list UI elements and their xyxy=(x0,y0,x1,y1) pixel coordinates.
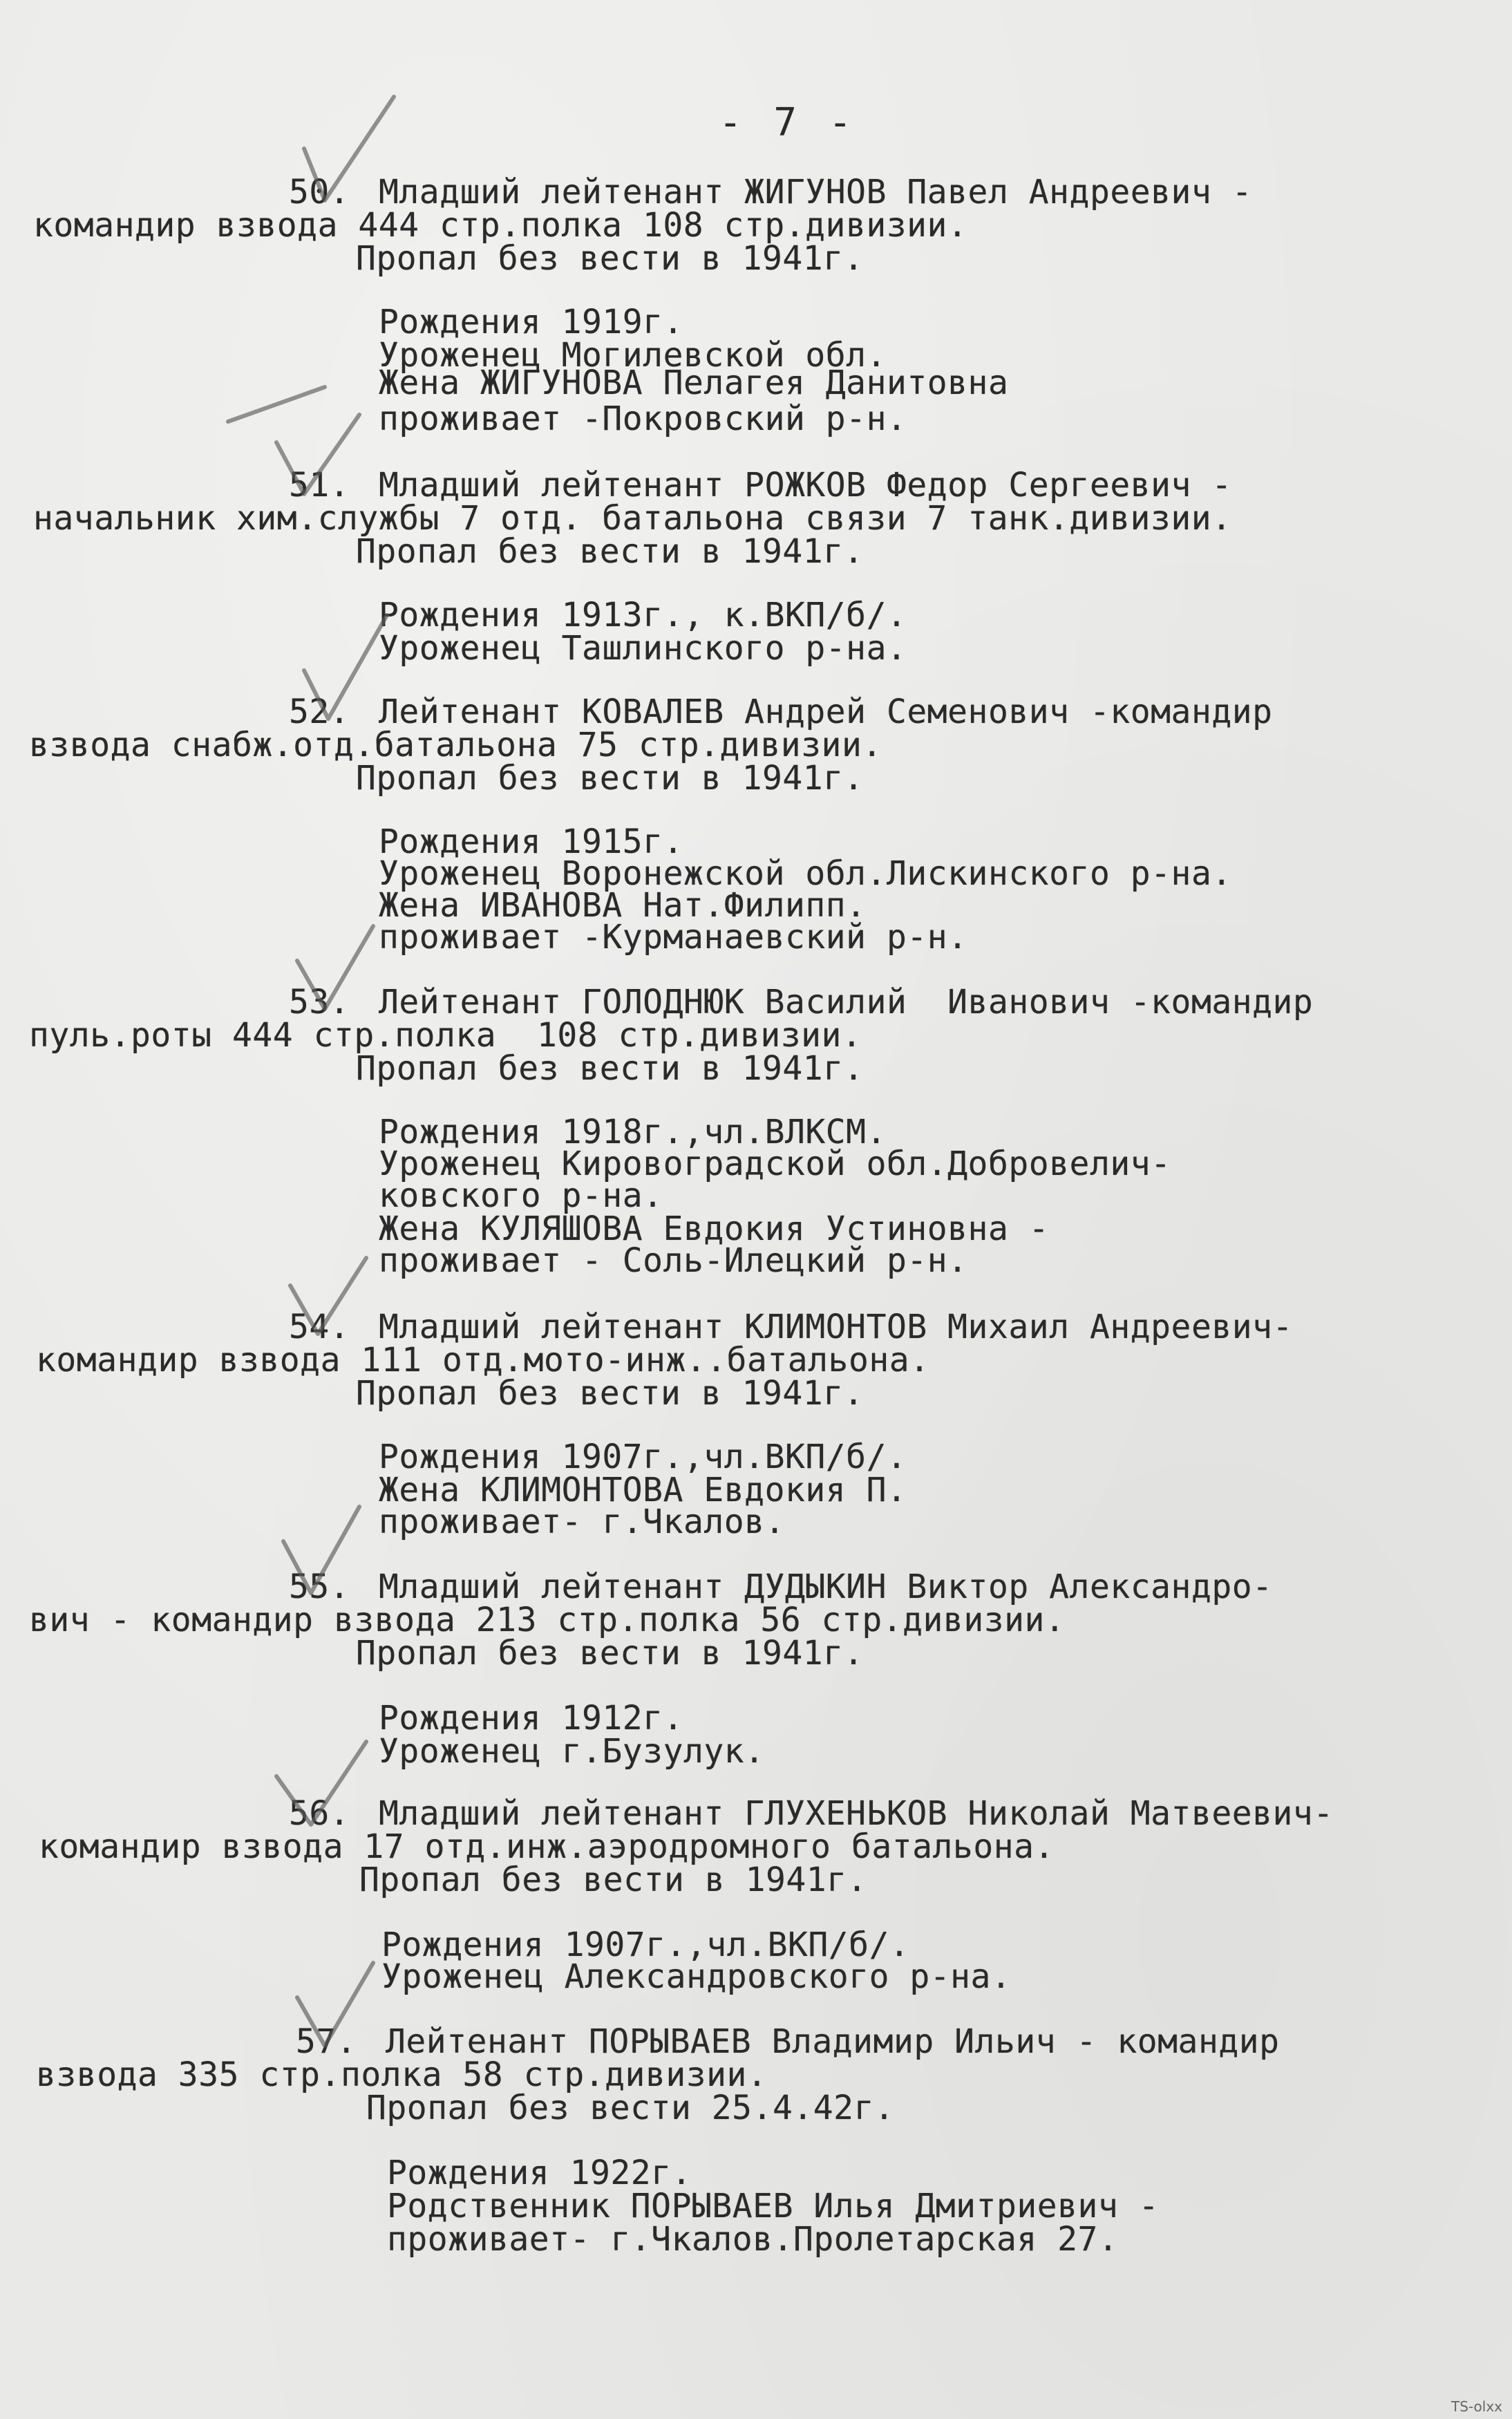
entry-line: проживает- г.Чкалов. xyxy=(379,1503,785,1541)
entry-line: Младший лейтенант ГЛУХЕНЬКОВ Николай Матвеевич- xyxy=(379,1794,1334,1833)
entry-number: 53. xyxy=(289,983,350,1022)
entry-line: Младший лейтенант КЛИМОНТОВ Михаил Андреевич- xyxy=(379,1308,1293,1346)
entry-number: 56. xyxy=(289,1794,350,1833)
entry-line: начальник хим.службы 7 отд. батальона связи 7 танк.дивизии. xyxy=(33,499,1232,538)
entry-number: 50. xyxy=(289,173,350,211)
entry-line: Рождения 1922г. xyxy=(387,2154,692,2192)
entry-line: Рождения 1913г., к.ВКП/б/. xyxy=(379,596,907,634)
entry-line: Рождения 1907г.,чл.ВКП/б/. xyxy=(381,1926,910,1964)
entry-line: Лейтенант КОВАЛЕВ Андрей Семенович -командир xyxy=(379,693,1273,731)
entry-line: Рождения 1907г.,чл.ВКП/б/. xyxy=(379,1438,907,1476)
entry-line: проживает- г.Чкалов.Пролетарская 27. xyxy=(387,2220,1119,2259)
entry-line: командир взвода 444 стр.полка 108 стр.дивизии. xyxy=(33,206,968,245)
entry-line: Младший лейтенант ЖИГУНОВ Павел Андреевич - xyxy=(379,173,1253,211)
entry-line: Уроженец Александровского р-на. xyxy=(381,1957,1012,1996)
entry-line: Пропал без вести в 1941г. xyxy=(356,1049,864,1088)
entry-line: Жена ЖИГУНОВА Пелагея Данитовна xyxy=(379,364,1009,402)
entry-line: Родственник ПОРЫВАЕВ Илья Дмитриевич - xyxy=(387,2187,1160,2225)
entry-line: Пропал без вести в 1941г. xyxy=(356,239,864,278)
entry-line: Пропал без вести 25.4.42г. xyxy=(366,2089,895,2127)
corner-watermark: TS-olxx xyxy=(1451,2398,1502,2415)
entry-line: Рождения 1915г. xyxy=(379,822,683,861)
entry-line: командир взвода 111 отд.мото-инж..батальона. xyxy=(36,1341,930,1380)
entry-line: Пропал без вести в 1941г. xyxy=(356,532,864,571)
entry-line: проживает - Соль-Илецкий р-н. xyxy=(379,1241,968,1280)
entry-line: Лейтенант ПОРЫВАЕВ Владимир Ильич - командир xyxy=(386,2022,1280,2061)
entry-line: взвода 335 стр.полка 58 стр.дивизии. xyxy=(36,2055,768,2094)
entry-line: Пропал без вести в 1941г. xyxy=(356,1374,864,1413)
entry-line: Лейтенант ГОЛОДНЮК Василий Иванович -командир xyxy=(379,983,1314,1022)
entry-line: пуль.роты 444 стр.полка 108 стр.дивизии. xyxy=(29,1016,862,1055)
entry-line: Уроженец г.Бузулук. xyxy=(379,1732,765,1771)
entry-line: проживает -Курманаевский р-н. xyxy=(379,918,968,957)
entry-number: 57. xyxy=(296,2022,357,2061)
entry-line: Уроженец Кировоградской обл.Добровелич- xyxy=(379,1145,1171,1183)
entry-line: Рождения 1912г. xyxy=(379,1699,683,1738)
entry-line: Уроженец Воронежской обл.Лискинского р-на. xyxy=(379,854,1232,893)
entry-line: проживает -Покровский р-н. xyxy=(379,399,907,438)
entry-line: ковского р-на. xyxy=(379,1176,663,1215)
entry-line: вич - командир взвода 213 стр.полка 56 стр.дивизии. xyxy=(29,1601,1066,1639)
entry-line: Пропал без вести в 1941г. xyxy=(356,1634,864,1673)
entry-number: 51. xyxy=(289,466,350,505)
entry-line: Младший лейтенант РОЖКОВ Федор Сергеевич - xyxy=(379,466,1232,505)
entry-number: 52. xyxy=(289,693,350,731)
entry-number: 55. xyxy=(289,1568,350,1606)
page-number: - 7 - xyxy=(719,100,856,145)
entry-line: Рождения 1918г.,чл.ВЛКСМ. xyxy=(379,1113,887,1151)
entry-line: командир взвода 17 отд.инж.аэродромного батальона. xyxy=(39,1827,1055,1866)
entry-line: Жена ИВАНОВА Нат.Филипп. xyxy=(379,886,867,925)
entry-line: взвода снабж.отд.батальона 75 стр.дивизии. xyxy=(29,726,882,764)
entry-line: Жена КУЛЯШОВА Евдокия Устиновна - xyxy=(379,1210,1050,1248)
entry-line: Уроженец Могилевской обл. xyxy=(379,336,887,375)
entry-line: Пропал без вести в 1941г. xyxy=(359,1861,867,1899)
entry-number: 54. xyxy=(289,1308,350,1346)
entry-line: Младший лейтенант ДУДЫКИН Виктор Александро- xyxy=(379,1568,1273,1606)
entry-line: Жена КЛИМОНТОВА Евдокия П. xyxy=(379,1471,907,1509)
entry-line: Рождения 1919г. xyxy=(379,303,683,341)
entry-line: Уроженец Ташлинского р-на. xyxy=(379,629,907,668)
entry-line: Пропал без вести в 1941г. xyxy=(356,759,864,798)
pencil-stroke-icon xyxy=(228,387,325,422)
